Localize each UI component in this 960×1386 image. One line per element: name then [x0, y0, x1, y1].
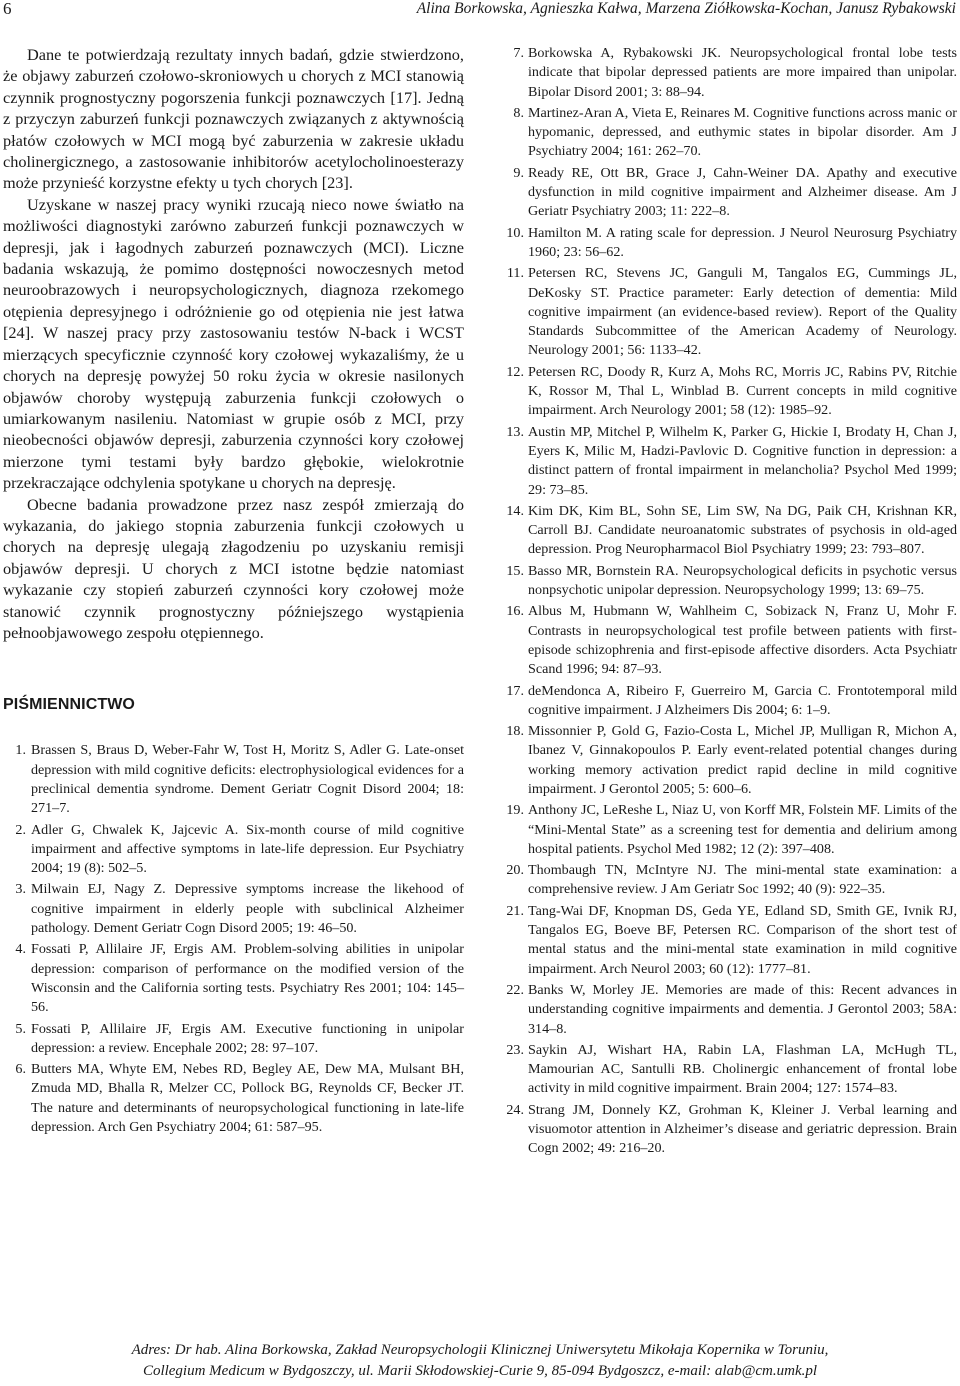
reference-item [500, 902, 957, 979]
reference-item [500, 562, 957, 601]
reference-text: Butters MA, Whyte EM, Nebes RD, Begley AE, Dew MA, Mulsant BH, Zmuda MD, Bhalla R, Melzer CC, Pollock BG, Reynolds CF, Becker JT. The nature and determinants of neuropsychological functioning in late-life depression. Arch Gen Psychiatry 2004; 61: 587–95. [31, 1061, 464, 1136]
reference-number: 11. [506, 265, 524, 282]
reference-number: 18. [506, 723, 524, 740]
reference-number: 17. [506, 682, 524, 699]
reference-text: deMendonca A, Ribeiro F, Guerreiro M, Garcia C. Frontotemporal mild cognitive impairment. J Alzheimers Dis 2004; 6: 1–9. [528, 682, 957, 718]
reference-text: Kim DK, Kim BL, Sohn SE, Lim SW, Na DG, Paik CH, Krishnan KR, Carroll BJ. Candidate neuroanatomic substrates of psychosis in old-aged depression. Prog Neuropharmacol Biol Psychiatry 1999; 23: 793–807. [528, 502, 957, 558]
body-paragraph-3: Obecne badania prowadzone przez nasz zespół zmierzają do wykazania, do jakiego stopnia zaburzenia funkcji czołowych u chorych na depresję ulegają złagodzeniu po uzyskaniu remisji objawów depresji. U chorych z MCI istotne będzie natomiast wykazanie czy stopień zaburzeń czynności kory czołowej może stanowić czynnik prognostyczny późniejszego wystąpienia pełnoobjawowego zespołu otępiennego. [3, 494, 464, 642]
reference-number: 22. [506, 981, 524, 998]
reference-item [500, 682, 957, 721]
reference-item [500, 104, 957, 162]
reference-number: 19. [506, 802, 524, 819]
reference-text: Strang JM, Donnely KZ, Grohman K, Kleiner J. Verbal learning and visuomotor attention in Alzheimer’s disease and geriatric depression. Brain Cogn 2002; 49: 216–20. [528, 1101, 957, 1157]
reference-number: 21. [506, 902, 524, 919]
right-column [500, 44, 957, 1161]
reference-item [500, 363, 957, 421]
reference-text: Milwain EJ, Nagy Z. Depressive symptoms increase the likehood of cognitive impairment in elderly people with subclinical Alzheimer pathology. Dement Geriatr Cogn Disord 2005; 19: 46–50. [31, 881, 464, 937]
reference-item [500, 722, 957, 799]
reference-number: 14. [506, 502, 524, 519]
reference-text: Ready RE, Ott BR, Grace J, Cahn-Weiner DA. Apathy and executive dysfunction in mild cognitive impairment and Alzheimer disease. Am J Geriatr Psychiatry 2003; 11: 222–8. [528, 164, 957, 220]
reference-item [500, 981, 957, 1039]
reference-item [500, 861, 957, 900]
reference-text: Missonnier P, Gold G, Fazio-Costa L, Michel JP, Mulligan R, Michon A, Ibanez V, Ginnakopoulos P. Early event-related potential changes during working memory activation predict rapid decline in mild cognitive impairment. J Gerontol 2005; 5: 600–6. [528, 723, 957, 797]
address-line-1: Adres: Dr hab. Alina Borkowska, Zakład Neuropsychologii Klinicznej Uniwersytetu Mikołaja Kopernika w Toruniu, [131, 1342, 829, 1358]
reference-text: Saykin AJ, Wishart HA, Rabin LA, Flashman LA, McHugh TL, Mamourian AC, Santulli RB. Cholinergic enhancement of frontal lobe activity in mild cognitive impairment. Brain 2004; 127: 1574–83. [528, 1041, 957, 1097]
address-line-2: Collegium Medicum w Bydgoszczy, ul. Marii Skłodowskiej-Curie 9, 85-094 Bydgoszcz, e-mail: alab@cm.umk.pl [142, 1363, 818, 1379]
reference-text: Hamilton M. A rating scale for depression. J Neurol Neurosurg Psychiatry 1960; 23: 56–62. [528, 224, 957, 260]
reference-item [500, 1101, 957, 1159]
reference-list-left [3, 741, 464, 1137]
reference-item [500, 502, 957, 560]
reference-number: 5. [15, 1020, 26, 1037]
reference-item [500, 602, 957, 679]
reference-number: 16. [506, 603, 524, 620]
reference-item [3, 940, 464, 1017]
body-paragraph-1: Dane te potwierdzają rezultaty innych badań, gdzie stwierdzono, że objawy zaburzeń czołowo-skroniowych u chorych z MCI stanowią czynnik prognostyczny pogorszenia funkcji poznawczych [17]. Jedną z przyczyn zaburzeń funkcji poznawczych związanych z aktywnością płatów czołowych w MCI mogą być zaburzenia w zakresie układu cholinergicznego, a zastosowanie inhibitorów acetylocholinoesterazy może przynieść korzystne efekty u tych chorych [23]. [3, 45, 464, 193]
reference-number: 15. [506, 562, 524, 579]
reference-text: Brassen S, Braus D, Weber-Fahr W, Tost H, Moritz S, Adler G. Late-onset depression with mild cognitive deficits: electrophysiological evidences for a preclinical dementia syndrome. Dement Geriatr Cognit Disord 2004; 18: 271–7. [31, 742, 464, 817]
reference-text: Albus M, Hubmann W, Wahlheim C, Sobizack N, Franz U, Mohr F. Contrasts in neuropsychological test profile between patients with first-episode schizophrenia and first-episode affective disorders. Acta Psychiatr Scand 1996; 94: 87–93. [528, 603, 957, 678]
reference-number: 24. [506, 1101, 524, 1118]
reference-number: 12. [506, 363, 524, 380]
reference-text: Petersen RC, Stevens JC, Ganguli M, Tangalos EG, Cummings JL, DeKosky ST. Practice parameter: Early detection of dementia: Mild cognitive impairment (an evidence-based review). Report of the Quality Standards Subcommittee of the American Academy of Neurology. Neurology 2001; 56: 1133–42. [528, 265, 957, 359]
reference-text: Anthony JC, LeReshe L, Niaz U, von Korff MR, Folstein MF. Limits of the “Mini-Mental State” as a screening test for dementia and delirium among hospital patients. Psychol Med 1982; 12 (2): 397–408. [528, 802, 957, 857]
reference-text: Banks W, Morley JE. Memories are made of this: Recent advances in understanding cognitive impairments and dementia. J Gerontol 2003; 58A: 314–8. [528, 981, 957, 1037]
body-paragraph-2: Uzyskane w naszej pracy wyniki rzucają nieco nowe światło na możliwości diagnostyki zarówno zaburzeń funkcji poznawczych w depresji, jak i łagodnych zaburzeń poznawczych (MCI). Liczne badania wskazują, że pomimo dostępności nowoczesnych metod neuroobrazowych i neuropsychologicznych, diagnoza rzekomego otępienia depresyjnego i odróżnienie go od otępienia nie jest łatwa [24]. W naszej pracy przy zastosowaniu testów N-back i WCST mierzących specyficznie czynność kory czołowej wykazaliśmy, że u chorych na depresję powyżej 50 roku życia w okresie nasilonych objawów choroby występują zaburzenia funkcji czołowych o umiarkowanym nasileniu. Natomiast w grupie osób z MCI, przy nieobecności objawów depresji, zaburzenia czynności kory czołowej mierzone tymi testami były bardzo głębokie, wielokrotnie przekraczające odchylenia spotykane u chorych na depresję. [3, 194, 464, 493]
reference-number: 4. [15, 941, 26, 958]
reference-text: Thombaugh TN, McIntyre NJ. The mini-mental state examination: a comprehensive review. J Am Geriatr Soc 1992; 40 (9): 922–35. [528, 862, 957, 898]
left-column [3, 44, 464, 1139]
reference-item [500, 801, 957, 859]
reference-text: Adler G, Chwalek K, Jajcevic A. Six-month course of mild cognitive impairment and affective symptoms in late-life depression. Eur Psychiatry 2004; 19 (8): 502–5. [31, 821, 464, 877]
reference-number: 8. [513, 104, 524, 121]
reference-item [3, 1060, 464, 1137]
reference-text: Tang-Wai DF, Knopman DS, Geda YE, Edland SD, Smith GE, Ivnik RJ, Tangalos EG, Boeve BF, Petersen RC. Comparison of the short test of mental status and the mini-mental state examination in mild cognitive impairment. Arch Neurol 2003; 60 (12): 1777–81. [528, 902, 957, 977]
reference-item [500, 1041, 957, 1099]
reference-text: Borkowska A, Rybakowski JK. Neuropsychological frontal lobe tests indicate that bipolar depressed patients are more impaired than unipolar. Bipolar Disord 2001; 3: 88–94. [528, 45, 957, 100]
reference-text: Petersen RC, Doody R, Kurz A, Mohs RC, Morris JC, Rabins PV, Ritchie K, Rossor M, Thal L, Winblad B. Current concepts in mild cognitive impairment. Arch Neurology 2001; 58 (12): 1985–92. [528, 363, 957, 419]
reference-text: Basso MR, Bornstein RA. Neuropsychological deficits in psychotic versus nonpsychotic unipolar depression. Neuropsychology 1999; 13: 69–75. [528, 562, 957, 599]
reference-number: 13. [506, 423, 524, 440]
reference-item [500, 423, 957, 500]
reference-number: 1. [15, 742, 26, 759]
reference-number: 9. [513, 164, 524, 181]
reference-text: Fossati P, Allilaire JF, Ergis AM. Problem-solving abilities in unipolar depression: comparison of performance on the modified version of the Wisconsin and the California sorting tests. Psychiatry Res 2001; 104: 145–56. [31, 941, 464, 1016]
reference-text: Martinez-Aran A, Vieta E, Reinares M. Cognitive functions across manic or hypomanic, depressed, and euthymic states in bipolar disorder. Am J Psychiatry 2004; 161: 262–70. [528, 104, 957, 160]
reference-list-right [500, 44, 957, 1159]
reference-item [500, 264, 957, 360]
reference-number: 20. [506, 862, 524, 879]
reference-number: 2. [15, 821, 26, 838]
reference-number: 10. [506, 224, 524, 241]
reference-item [500, 224, 957, 263]
reference-item [3, 741, 464, 818]
running-head-authors: Alina Borkowska, Agnieszka Kałwa, Marzena Ziółkowska-Kochan, Janusz Rybakowski [416, 0, 956, 17]
reference-text: Austin MP, Mitchel P, Wilhelm K, Parker G, Hickie I, Brodaty H, Chan J, Eyers K, Milic M, Hadzi-Pavlovic D. Cognitive function in depression: a distinct pattern of frontal impairment in melancholia? Psychol Med 1999; 29: 73–85. [528, 423, 957, 498]
reference-item [500, 164, 957, 222]
reference-number: 7. [513, 45, 524, 61]
references-heading: PIŚMIENNICTWO [3, 696, 135, 714]
reference-item [3, 1020, 464, 1059]
reference-item [500, 44, 957, 102]
reference-number: 3. [15, 881, 26, 898]
correspondence-address [0, 1340, 960, 1382]
reference-number: 23. [506, 1041, 524, 1058]
page-number: 6 [3, 0, 12, 18]
reference-number: 6. [15, 1061, 26, 1078]
reference-text: Fossati P, Allilaire JF, Ergis AM. Executive functioning in unipolar depression: a review. Encephale 2002; 28: 97–107. [31, 1020, 464, 1056]
reference-item [3, 821, 464, 879]
reference-item [3, 880, 464, 938]
